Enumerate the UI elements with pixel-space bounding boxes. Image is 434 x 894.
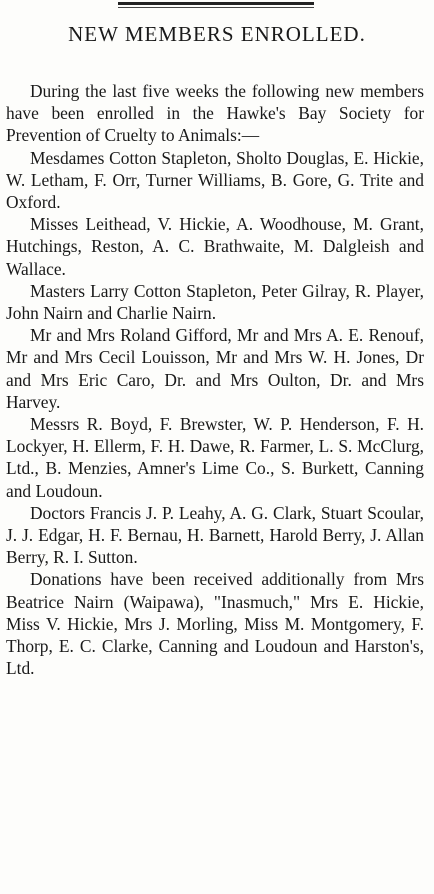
misses-paragraph: Misses Leithead, V. Hickie, A. Woodhouse, M. Grant, Hutchings, Reston, A. C. Brathwaite, M. Dalgleish and Wallace. <box>6 214 424 279</box>
masters-paragraph: Masters Larry Cotton Stapleton, Peter Gilray, R. Player, John Nairn and Charlie Nairn. <box>6 280 424 324</box>
article-body <box>6 80 424 679</box>
mesdames-paragraph: Mesdames Cotton Stapleton, Sholto Douglas, E. Hickie, W. Letham, F. Orr, Turner Williams, B. Gore, G. Trite and Oxford. <box>6 147 424 213</box>
messrs-paragraph: Messrs R. Boyd, F. Brewster, W. P. Henderson, F. H. Lockyer, H. Ellerm, F. H. Dawe, R. Farmer, L. S. McClurg, Ltd., B. Menzies, Amner's Lime Co., S. Burkett, Canning and Loudoun. <box>6 414 424 501</box>
doctors-paragraph: Doctors Francis J. P. Leahy, A. G. Clark, Stuart Scoular, J. J. Edgar, H. F. Bernau, H. Barnett, Harold Berry, J. Allan Berry, R. I. Sutton. <box>6 502 424 568</box>
intro-paragraph: During the last five weeks the following new members have been enrolled in the Hawke's Bay Society for Prevention of Cruelty to Animals:— <box>6 81 424 146</box>
top-rule-thin <box>118 7 314 8</box>
donations-paragraph: Donations have been received additionally from Mrs Beatrice Nairn (Waipawa), "Inasmuch," Mrs E. Hickie, Miss V. Hickie, Mrs J. Morling, Miss M. Montgomery, F. Thorp, E. C. Clarke, Canning and Loudoun and Harston's, Ltd. <box>6 569 424 679</box>
article-headline: NEW MEMBERS ENROLLED. <box>68 22 366 46</box>
top-rule <box>118 2 314 5</box>
couples-paragraph: Mr and Mrs Roland Gifford, Mr and Mrs A. E. Renouf, Mr and Mrs Cecil Louisson, Mr and Mrs W. H. Jones, Dr and Mrs Eric Caro, Dr. and Mrs Oulton, Dr. and Mrs Harvey. <box>6 325 424 412</box>
